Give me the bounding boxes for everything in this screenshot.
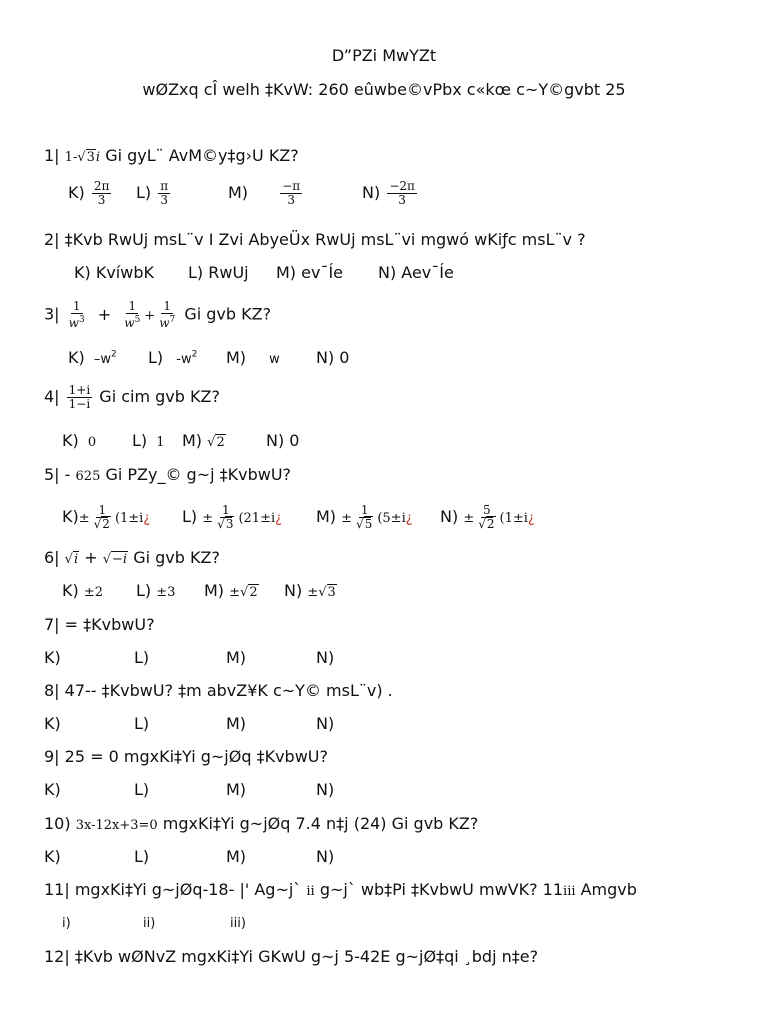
option-n: N) 0 <box>316 348 350 367</box>
option-k: K) <box>44 780 61 799</box>
option-m: M) ev¯Íe <box>276 263 344 282</box>
option-l: L) ± $\frac{1}{√3}$ (21±i¿ <box>182 503 283 531</box>
option-ii: ii) <box>143 916 156 931</box>
option-m: M) ±√2 <box>204 581 258 600</box>
question-7: 7| = ‡KvbwU? <box>44 615 155 634</box>
question-12: 12| ‡Kvb wØNvZ mgxKi‡Yi GKwU g~j 5-42E g~jØ‡qi ¸bdj n‡e? <box>44 947 539 966</box>
question-5: 5| - 625 Gi PZy_© g~j ‡KvbwU? <box>44 465 292 484</box>
question-text: Gi gyL¨ AvM©y‡g›U KZ? <box>105 146 299 165</box>
fraction: $\frac{1}{w^5}$ <box>124 299 141 330</box>
option-m: M) <box>226 714 247 733</box>
option-i: i) <box>62 916 71 931</box>
question-text: mgxKi‡Yi g~jØq 7.4 n‡j (24) Gi gvb KZ? <box>162 814 479 833</box>
equation: 3x-12x+3=0 <box>75 818 158 833</box>
question-number: 3| <box>44 304 60 324</box>
option-k: K) KvíwbK <box>74 263 154 282</box>
option-n: N) $\frac{-2\pi}{3}$ <box>362 179 415 207</box>
question-text: Gi gvb KZ? <box>133 548 220 567</box>
option-k: K) <box>44 714 61 733</box>
option-n: N) <box>316 847 335 866</box>
fraction: $\frac{1+i}{1-i}$ <box>68 383 91 411</box>
option-m: M) √2 <box>182 431 225 450</box>
option-m: M) w <box>226 348 280 367</box>
option-n: N) Aev¯Íe <box>378 263 454 282</box>
option-k: K)± $\frac{1}{√2}$ (1±i¿ <box>62 503 151 531</box>
math-expression: 1-√3i <box>64 150 101 165</box>
option-m: M) <box>226 780 247 799</box>
question-11: 11| mgxKi‡Yi g~jØq-18- |' Ag~j` ii g~j` wb‡Pi ‡KvbwU mwVK? 11iii Amgvb <box>44 880 637 899</box>
option-n: N) 0 <box>266 431 300 450</box>
option-l: L) <box>134 780 150 799</box>
fraction: $\frac{1}{w^3}$ <box>68 299 85 330</box>
option-n: N) <box>316 780 335 799</box>
fraction: $\frac{\pi}{3}$ <box>160 179 169 207</box>
question-number: 2| <box>44 230 60 249</box>
question-8: 8| 47-- ‡KvbwU? ‡m abvZ¥K c~Y© msL¨v) . <box>44 681 393 700</box>
fraction: $\frac{-2\pi}{3}$ <box>389 179 415 207</box>
option-m: M) ± $\frac{1}{√5}$ (5±i¿ <box>316 503 413 531</box>
option-k: K) <box>44 847 61 866</box>
option-l: L) RwUj <box>188 263 249 282</box>
option-k: K) $\frac{2\pi}{3}$ <box>68 179 110 207</box>
question-2 <box>44 230 586 249</box>
option-l: L) $\frac{\pi}{3}$ <box>136 179 169 207</box>
question-number: 10) <box>44 814 71 833</box>
option-n: N) ±√3 <box>284 581 336 600</box>
option-m: M) <box>226 648 247 667</box>
fraction: $\frac{-\pi}{3}$ <box>282 179 301 207</box>
question-number: 1| <box>44 146 60 165</box>
option-k: K) 0 <box>62 431 97 450</box>
option-m: M) <box>226 847 247 866</box>
option-l: L) <box>134 847 150 866</box>
question-text: Gi gvb KZ? <box>184 304 272 324</box>
question-10 <box>44 814 478 833</box>
option-l: L) 1 <box>132 431 165 450</box>
question-number: 5| - <box>44 465 71 484</box>
option-k: K) ±2 <box>62 581 103 600</box>
option-iii: iii) <box>230 916 246 931</box>
question-4 <box>44 384 220 411</box>
question-text: ‡Kvb RwUj msL¨v I Zvi AbyeÜx RwUj msL¨vi mgwó wKiƒc msL¨v ? <box>64 230 586 249</box>
fraction: $\frac{1}{w^7}$ <box>159 299 176 330</box>
option-l: L) <box>134 714 150 733</box>
option-m: M) $\frac{-\pi}{3}$ <box>228 179 301 207</box>
question-text: Gi PZy_© g~j ‡KvbwU? <box>105 465 292 484</box>
option-k: K) $-w^2$ <box>68 348 117 367</box>
option-n: N) ± $\frac{5}{√2}$ (1±i¿ <box>440 503 535 531</box>
fraction: $\frac{2\pi}{3}$ <box>93 179 110 207</box>
question-text: Gi cim gvb KZ? <box>99 387 220 406</box>
question-1 <box>44 146 299 165</box>
page-subtitle: wØZxq cÎ welh ‡KvW: 260 eûwbe©vPbx c«kœ c~Y©gvbt 25 <box>142 80 626 99</box>
option-l: L) <box>134 648 150 667</box>
option-l: L) $-w^2$ <box>148 348 198 367</box>
question-6: 6| √i + √−i Gi gvb KZ? <box>44 548 220 567</box>
option-k: K) <box>44 648 61 667</box>
option-n: N) <box>316 714 335 733</box>
question-number: 6| <box>44 548 60 567</box>
page-title: D”PZi MwYZt <box>331 46 437 65</box>
option-n: N) <box>316 648 335 667</box>
question-number: 4| <box>44 387 60 406</box>
question-3: 3| $\frac{1}{w^3}$ + $\frac{1}{w^5}$ + $\frac{1}{w^7}$ Gi gvb KZ? <box>44 299 272 330</box>
option-l: L) ±3 <box>136 581 176 600</box>
question-9: 9| 25 = 0 mgxKi‡Yi g~jØq ‡KvbwU? <box>44 747 328 766</box>
